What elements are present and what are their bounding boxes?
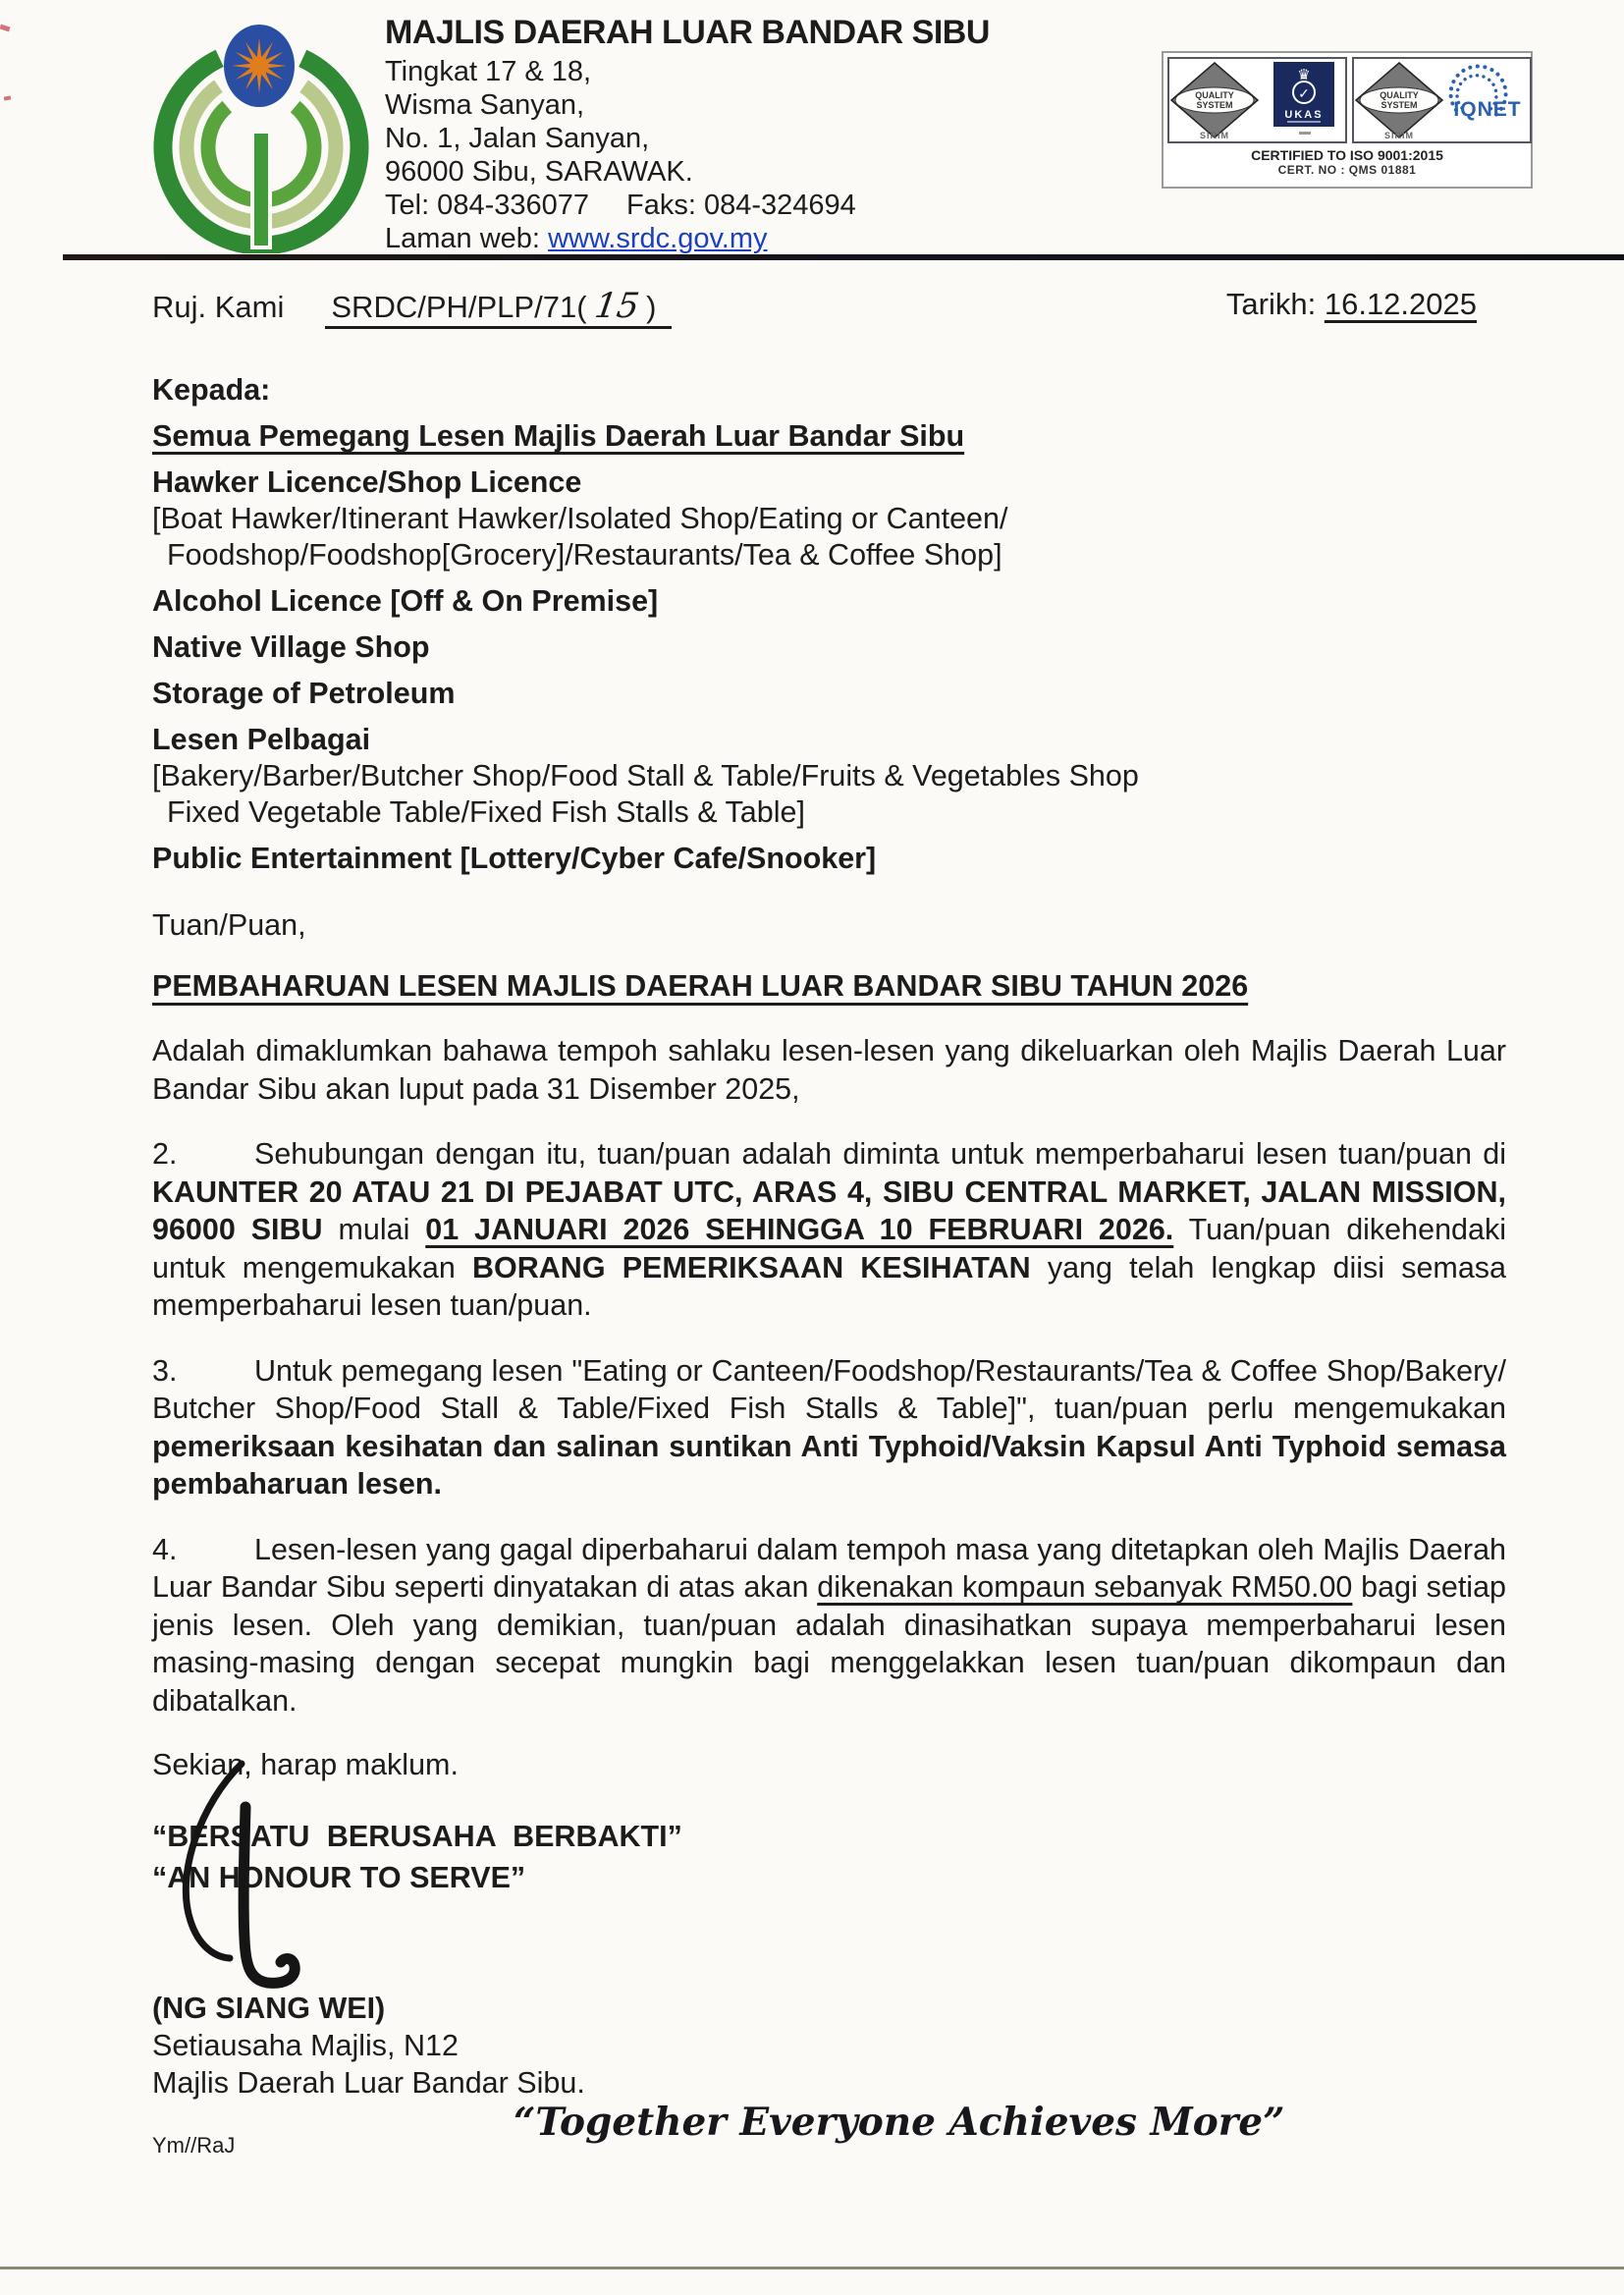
- certification-badges-row: [1167, 57, 1527, 143]
- header-divider: [63, 254, 1624, 260]
- address-line: Wisma Sanyan,: [385, 89, 585, 121]
- signatory-name: (NG SIANG WEI): [152, 1992, 386, 2025]
- letter-date: [1226, 287, 1477, 326]
- logo-stem: [254, 134, 268, 246]
- handwritten-ref-number: 15: [591, 287, 641, 326]
- ref-label: Ruj. Kami: [152, 290, 285, 324]
- svg-text:UKAS: UKAS: [1284, 109, 1324, 121]
- svg-text:SIRIM: SIRIM: [1199, 131, 1230, 140]
- licence-category-alcohol: Alcohol Licence [Off & On Premise]: [152, 584, 659, 618]
- svg-text:SYSTEM: SYSTEM: [1196, 100, 1233, 110]
- paragraph-4: 4. Lesen-lesen yang gagal diperbaharui dalam tempoh masa yang ditetapkan oleh Majlis Daerah Luar Bandar Sibu seperti dinyatakan di atas akan dikenakan kompaun sebanyak RM50.00 bagi setiap jenis lesen. Oleh yang demikian, tuan/puan adalah dinasihatkan supaya memperbaharui lesen masing-masing dengan secepat mungkin bagi menggelakkan lesen tuan/puan dikompaun dan dibatalkan.: [152, 1532, 1507, 1718]
- address-line: 96000 Sibu, SARAWAK.: [385, 156, 693, 188]
- scan-artifact: [4, 95, 12, 100]
- licence-detail: Fixed Vegetable Table/Fixed Fish Stalls & Table]: [167, 795, 805, 829]
- council-motto-malay: “BERSATU BERUSAHA BERBAKTI”: [152, 1820, 682, 1853]
- scan-edge-line: [0, 2267, 1624, 2269]
- council-motto-english: “AN HONOUR TO SERVE”: [152, 1861, 526, 1894]
- footer-motto: “Together Everyone Achieves More”: [514, 2100, 1285, 2145]
- svg-text:SIRIM: SIRIM: [1383, 131, 1415, 140]
- phone-line: [385, 189, 990, 222]
- svg-text:QUALITY: QUALITY: [1380, 90, 1419, 100]
- tel-label: Tel: 084-336077: [385, 190, 589, 221]
- date-label: Tarikh:: [1225, 287, 1317, 321]
- typist-initials: Ym//RaJ: [152, 2133, 236, 2158]
- paragraph-2: 2. Sehubungan dengan itu, tuan/puan adalah diminta untuk memperbaharui lesen tuan/puan di KAUNTER 20 ATAU 21 DI PEJABAT UTC, ARAS 4, SIBU CENTRAL MARKET, JALAN MISSION, 96000 SIBU mulai 01 JANUARI 2026 SEHINGGA 10 FEBRUARI 2026. Tuan/puan dikehendaki untuk mengemukakan BORANG PEMERIKSAAN KESIHATAN yang telah lengkap diisi semasa memperbaharui lesen tuan/puan.: [152, 1137, 1506, 1322]
- closing-line: Sekian, harap maklum.: [152, 1748, 459, 1781]
- iso-certified-line: CERTIFIED TO ISO 9001:2015: [1251, 147, 1443, 163]
- licence-category-entertainment: Public Entertainment [Lottery/Cyber Cafe/Snooker]: [152, 842, 877, 875]
- salutation: Tuan/Puan,: [152, 908, 306, 942]
- cert-number-line: CERT. NO : QMS 01881: [1277, 163, 1417, 177]
- paragraph-number: 4.: [152, 1532, 178, 1566]
- signatory-title: Setiausaha Majlis, N12: [152, 2029, 459, 2062]
- licence-category-pelbagai: Lesen Pelbagai: [152, 723, 371, 756]
- svg-text:✓: ✓: [1298, 85, 1310, 101]
- recipient-line: Semua Pemegang Lesen Majlis Daerah Luar Bandar Sibu: [152, 419, 965, 453]
- website-url: www.srdc.gov.my: [548, 223, 768, 254]
- council-logo: [143, 22, 379, 253]
- web-label: Laman web:: [385, 223, 540, 254]
- licence-category-native: Native Village Shop: [152, 630, 430, 664]
- signatory-org: Majlis Daerah Luar Bandar Sibu.: [152, 2066, 585, 2100]
- date-value: 16.12.2025: [1324, 287, 1477, 321]
- org-name: MAJLIS DAERAH LUAR BANDAR SIBU: [385, 14, 990, 51]
- paragraph-3: 3. Untuk pemegang lesen "Eating or Canteen/Foodshop/Restaurants/Tea & Coffee Shop/Bakery/ Butcher Shop/Food Stall & Table/Fixed Fish Stalls & Table]", tuan/puan perlu mengemukakan pemeriksaan kesihatan dan salinan suntikan Anti Typhoid/Vaksin Kapsul Anti Typhoid semasa pembaharuan lesen.: [152, 1353, 1506, 1501]
- licence-category-hawker: Hawker Licence/Shop Licence: [152, 465, 582, 499]
- paragraph-number: 3.: [152, 1353, 178, 1388]
- signature: [147, 1756, 373, 1992]
- address-line: No. 1, Jalan Sanyan,: [385, 123, 650, 154]
- svg-text:♛: ♛: [1297, 67, 1311, 83]
- kepada-label: Kepada:: [152, 373, 271, 407]
- letterhead-address-block: [385, 16, 990, 255]
- address-line: Tingkat 17 & 18,: [385, 56, 592, 87]
- licence-detail: [Bakery/Barber/Butcher Shop/Food Stall & Table/Fruits & Vegetables Shop: [152, 759, 1139, 792]
- paragraph-1: Adalah dimaklumkan bahawa tempoh sahlaku lesen-lesen yang dikeluarkan oleh Majlis Daerah Luar Bandar Sibu akan luput pada 31 Disember 2025,: [152, 1034, 1506, 1106]
- paragraph-number: 2.: [152, 1137, 178, 1171]
- reference-number: Ruj. Kami SRDC/PH/PLP/71( 15 ): [152, 287, 672, 326]
- sirim-iqnet-badge: [1352, 57, 1532, 143]
- iqnet-logo-icon: [1451, 66, 1522, 121]
- subject-line: PEMBAHARUAN LESEN MAJLIS DAERAH LUAR BANDAR SIBU TAHUN 2026: [152, 969, 1249, 1003]
- ukas-badge-icon: [1273, 62, 1334, 135]
- licence-category-petroleum: Storage of Petroleum: [152, 677, 456, 710]
- svg-text:SYSTEM: SYSTEM: [1380, 100, 1418, 110]
- svg-text:IQNET: IQNET: [1453, 98, 1522, 121]
- licence-detail: Foodshop/Foodshop[Grocery]/Restaurants/Tea & Coffee Shop]: [167, 538, 1002, 572]
- faks-label: Faks: 084-324694: [626, 190, 856, 221]
- licence-detail: [Boat Hawker/Itinerant Hawker/Isolated Shop/Eating or Canteen/: [152, 502, 1008, 535]
- svg-text:QUALITY: QUALITY: [1195, 90, 1234, 100]
- sirim-ukas-badge: [1167, 57, 1347, 143]
- web-line: [385, 222, 990, 255]
- certification-box: [1162, 51, 1533, 189]
- reference-date-row: [152, 287, 1477, 326]
- scan-artifact: [0, 25, 11, 32]
